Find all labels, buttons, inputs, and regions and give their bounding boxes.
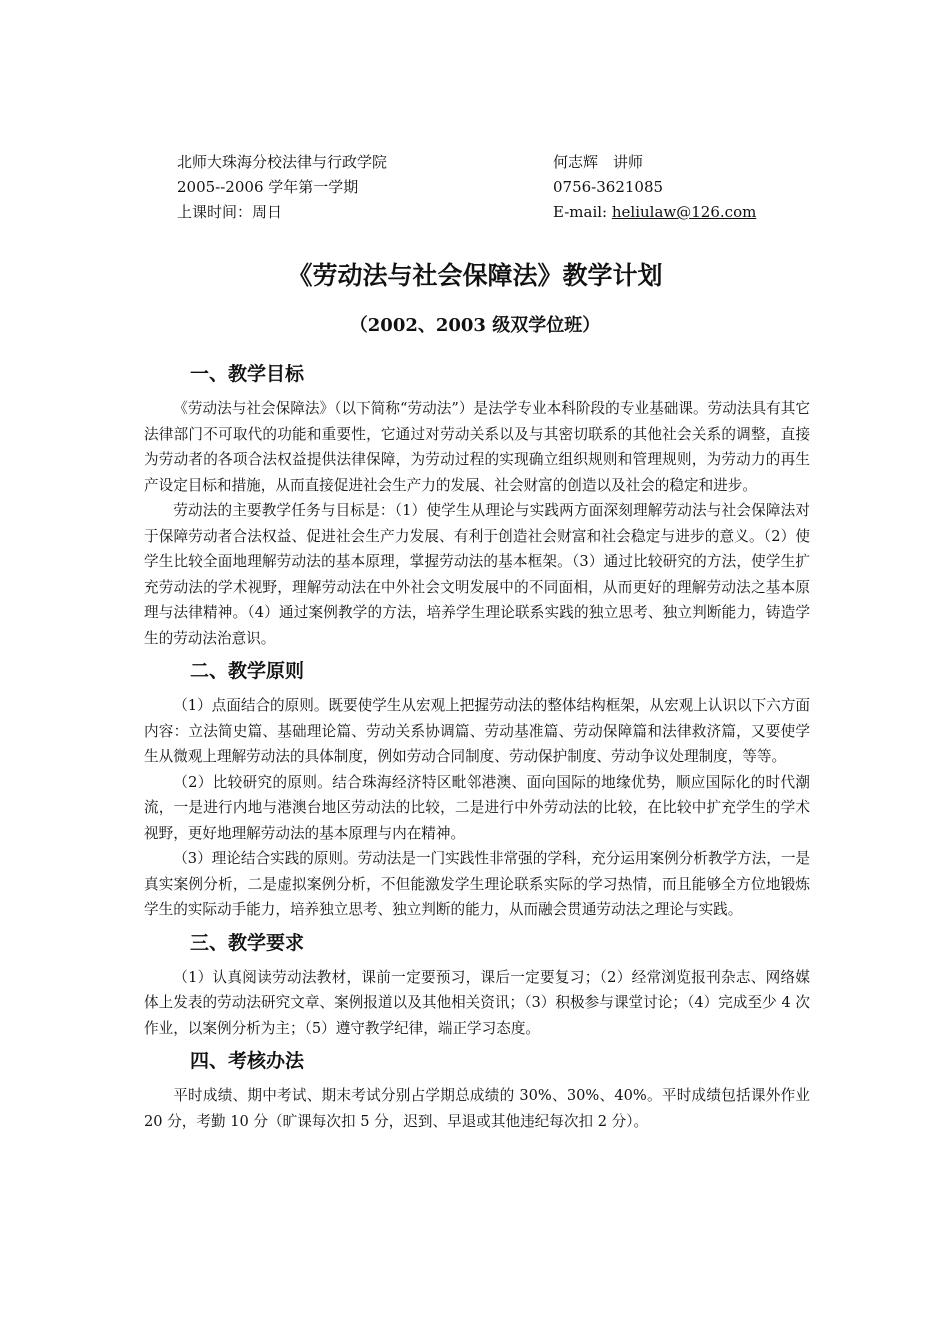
paragraph: 劳动法的主要教学任务与目标是：（1）使学生从理论与实践两方面深刻理解劳动法与社会保障法对于保障劳动者合法权益、促进社会生产力发展、有利于创造社会财富和社会稳定与进步的意义。（2）使学生比较全面地理解劳动法的基本原理，掌握劳动法的基本框架。（3）通过比较研究的方法，使学生扩充劳动法的学术视野，理解劳动法在中外社会文明发展中的不同面相，从而更好的理解劳动法之基本原理与法律精神。（4）通过案例教学的方法，培养学生理论联系实践的独立思考、独立判断能力，铸造学生的劳动法治意识。 [144,502,810,647]
section-heading: 四、考核办法 [190,1050,305,1072]
section-teaching-goals [144,360,810,651]
paragraph: （3）理论结合实践的原则。劳动法是一门实践性非常强的学科，充分运用案例分析教学方法，一是真实案例分析，二是虚拟案例分析，不但能激发学生理论联系实际的学习热情，而且能够全方位地锻炼学生的实际动手能力，培养独立思考、独立判断的能力，从而融会贯通劳动法之理论与实践。 [144,850,811,918]
document-body [144,360,810,1140]
email-contact [553,200,797,225]
section-assessment-method [144,1047,810,1134]
paragraph: （2）比较研究的原则。结合珠海经济特区毗邻港澳、面向国际的地缘优势，顺应国际化的时代潮流，一是进行内地与港澳台地区劳动法的比较，二是进行中外劳动法的比较，在比较中扩充学生的学术视野，更好地理解劳动法的基本原理与内在精神。 [144,773,810,842]
section-heading: 一、教学目标 [190,363,305,385]
class-time: 上课时间：周日 [177,203,283,221]
paragraph: 《劳动法与社会保障法》（以下简称“劳动法”）是法学专业本科阶段的专业基础课。劳动法具有其它法律部门不可取代的功能和重要性，它通过对劳动关系以及与其密切联系的其他社会关系的调整，直接为劳动者的各项合法权益提供法律保障，为劳动过程的实现确立组织规则和管理规则，为劳动力的再生产设定目标和措施，从而直接促进社会生产力的发展、社会财富的创造以及社会的稳定和进步。 [144,400,810,494]
header-row [177,200,797,225]
academic-term: 2005--2006 学年第一学期 [177,178,359,196]
paragraph: 平时成绩、期中考试、期末考试分别占学期总成绩的 30%、30%、40%。平时成绩包括课外作业 20 分，考勤 10 分（旷课每次扣 5 分，迟到、早退或其他违纪每次扣 2 分）。 [144,1087,810,1130]
header-info [177,150,797,225]
email-link[interactable]: heliulaw@126.com [611,203,757,221]
header-row [177,175,797,200]
header-row [177,150,797,175]
section-teaching-principles [144,657,810,923]
phone-number: 0756-3621085 [553,178,664,196]
institution-name: 北师大珠海分校法律与行政学院 [177,153,388,171]
email-label: E-mail: [553,203,612,221]
section-teaching-requirements [144,929,810,1042]
paragraph: （1）认真阅读劳动法教材，课前一定要预习，课后一定要复习；（2）经常浏览报刊杂志、网络媒体上发表的劳动法研究文章、案例报道以及其他相关资讯；（3）积极参与课堂讨论；（4）完成至少 4 次作业，以案例分析为主；（5）遵守教学纪律，端正学习态度。 [144,968,810,1037]
instructor-name: 何志辉 讲师 [553,153,644,171]
section-heading: 二、教学原则 [190,660,305,682]
paragraph: （1）点面结合的原则。既要使学生从宏观上把握劳动法的整体结构框架，从宏观上认识以下六方面内容：立法简史篇、基础理论篇、劳动关系协调篇、劳动基准篇、劳动保障篇和法律救济篇，又要使学生从微观上理解劳动法的具体制度，例如劳动合同制度、劳动保护制度、劳动争议处理制度，等等。 [144,697,811,765]
section-heading: 三、教学要求 [190,931,305,954]
document-title: 《劳动法与社会保障法》教学计划 [287,261,663,290]
document-subtitle: （2002、2003 级双学位班） [349,315,601,336]
